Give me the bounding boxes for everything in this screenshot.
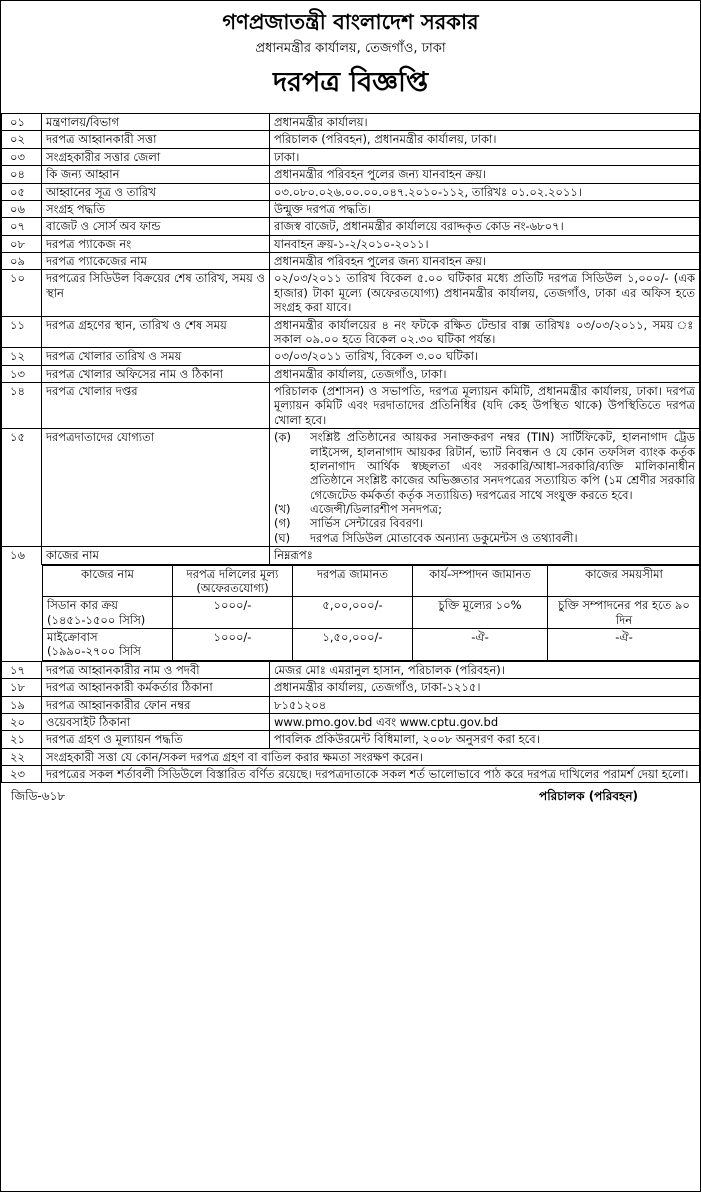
item-key: (গ) [274,516,291,531]
signatory: পরিচালক (পরিবহন) [539,789,638,804]
qualification-item [274,430,695,502]
row-number: ২২ [2,748,42,765]
row-value: মেজর মোঃ এমরানুল হাসান, পরিচালক (পরিবহন)। [270,661,700,678]
row-label: ওয়েবসাইট ঠিকানা [42,713,270,730]
row-label: দরপত্র খোলার দপ্তর [42,383,270,429]
table-row [2,316,700,348]
row-value: www.pmo.gov.bd এবং www.cptu.gov.bd [270,713,700,730]
row-number: ০৮ [2,235,42,252]
row-label: আহ্বানের সূত্র ও তারিখ [42,183,270,200]
row-value: পরিচালক (প্রশাসন) ও সভাপতি, দরপত্র মূল্যায়ন কমিটি, প্রধানমন্ত্রীর কার্যালয়, ঢাকা। দরপত্র মূল্যায়ন কমিটি এবং দরদাতাদের প্রতিনিধির (যদি কেহ উপস্থিত থাকে) উপস্থিতিতে দরপত্র খোলা হবে। [270,383,700,429]
row-number: ২১ [2,731,42,748]
table-row [2,270,700,316]
row-label: দরপত্র প্যাকেজ নং [42,235,270,252]
row-number: ১৭ [2,661,42,678]
performance-security: -ঐ- [413,629,548,661]
row-value: উন্মুক্ত দরপত্র পদ্ধতি। [270,200,700,217]
row-label: দরপত্র আহ্বানকারী সত্তা [42,131,270,148]
qualification-item [274,516,695,530]
work-name: মাইক্রোবাস (১৯৯০-২৭০০ সিসি [43,629,173,661]
row-number: ০৫ [2,183,42,200]
works-header: দরপত্র দলিলের মূল্য (অফেরতযোগ্য) [173,565,293,597]
row-label: দরপত্রের সিডিউল বিক্রয়ের শেষ তারিখ, সময় ও স্থান [42,270,270,316]
row-number: ১৯ [2,696,42,713]
table-row [2,131,700,148]
row-value: যানবাহন ক্রয়-১-২/২০১০-২০১১। [270,235,700,252]
table-row [2,348,700,365]
qualification-item [274,502,695,516]
row-label: দরপত্র আহ্বানকারীর ফোন নম্বর [42,696,270,713]
works-header: দরপত্র জামানত [293,565,413,597]
performance-security: চুক্তি মূল্যের ১০% [413,597,548,629]
item-text: সার্ভিস সেন্টারের বিবরণ। [310,516,424,531]
table-row [2,183,700,200]
row-number: ১৮ [2,679,42,696]
row-label: মন্ত্রণালয়/বিভাগ [42,114,270,131]
note-text: সংগ্রহকারী সত্তা যে কোন/সকল দরপত্র গ্রহণ বা বাতিল করার ক্ষমতা সংরক্ষণ করেন। [42,748,700,765]
table-row [2,661,700,678]
note-text: দরপত্রের সকল শর্তাবলী সিডিউলে বিস্তারিত বর্ণিত রয়েছে। দরপত্রদাতাকে সকল শর্ত ভালোভাবে পাঠ করে দরপত্র দাখিলের পরামর্শ দেয়া হলো। [42,766,700,783]
table-row [2,731,700,748]
row-label: সংগ্রহকারীর সত্তার জেলা [42,148,270,165]
row-label: দরপত্র গ্রহণের স্থান, তারিখ ও শেষ সময় [42,316,270,348]
row-number: ১৫ [2,429,42,547]
qualification-item [274,531,695,545]
notice-code: জিডি-৬১৮ [11,789,66,804]
item-key: (ঘ) [274,530,291,545]
header [1,1,700,113]
row-number: ১১ [2,316,42,348]
government-name: গণপ্রজাতন্ত্রী বাংলাদেশ সরকার [222,10,479,34]
item-key: (ক) [274,430,292,445]
row-number: ০৭ [2,218,42,235]
tender-security: ১,৫০,০০০/- [293,629,413,661]
row-number: ০২ [2,131,42,148]
works-table [42,565,700,661]
table-row [2,679,700,696]
table-row [2,429,700,547]
row-number: ১২ [2,348,42,365]
row-value: প্রধানমন্ত্রীর পরিবহন পুলের জন্য যানবাহন ক্রয়। [270,166,700,183]
note-row [2,748,700,765]
row-value: প্রধানমন্ত্রীর কার্যালয়, তেজগাঁও, ঢাকা-১২১৫। [270,679,700,696]
table-row [2,713,700,730]
time-limit: চুক্তি সম্পাদনের পর হতে ৯০ দিন [548,597,700,629]
item-text: এজেন্সী/ডিলারশীপ সনদপত্র; [310,502,443,516]
row-value: প্রধানমন্ত্রীর পরিবহন পুলের জন্য যানবাহন ক্রয়। [270,253,700,270]
table-row [2,200,700,217]
item-text: দরপত্র সিডিউল মোতাবেক অন্যান্য ডকুমেন্টস ও তথ্যাবলী। [310,530,578,545]
tender-table [1,113,700,783]
works-header: কাজের নাম [43,565,173,597]
row-label: বাজেট ও সোর্স অব ফান্ড [42,218,270,235]
works-row [43,629,700,661]
row-number: ২৩ [2,766,42,783]
works-header-row [43,565,700,597]
works-header: কাজের সময়সীমা [548,565,700,597]
row-value: প্রধানমন্ত্রীর কার্যালয়, তেজগাঁও, ঢাকা। [270,365,700,382]
row-label: দরপত্র খোলার তারিখ ও সময় [42,348,270,365]
row-label: কি জন্য আহ্বান [42,166,270,183]
footer [1,783,700,804]
row-label: দরপত্রদাতাদের যোগ্যতা [42,429,270,547]
table-row [2,148,700,165]
document-price: ১০০০/- [173,629,293,661]
row-number: ০৪ [2,166,42,183]
row-value: পরিচালক (পরিবহন), প্রধানমন্ত্রীর কার্যালয়, ঢাকা। [270,131,700,148]
row-number: ০১ [2,114,42,131]
document-price: ১০০০/- [173,597,293,629]
row-value: ৮১৫১২০৪ [270,696,700,713]
row-value: প্রধানমন্ত্রীর কার্যালয়ের ৪ নং ফটকে রক্ষিত টেন্ডার বাক্স তারিখঃ ০৩/০৩/২০১১, সময় ঃ সকাল ০৯.০০ হতে বিকেল ০২.৩০ ঘটিকা পর্যন্ত। [270,316,700,348]
item-text: সংশ্লিষ্ট প্রতিষ্ঠানের আয়কর সনাক্তকরণ নম্বর (TIN) সার্টিফিকেট, হালনাগাদ ট্রেড লাইসেন্স, হালনাগাদ আয়কর রিটার্ন, ভ্যাট নিবন্ধন ও যে কোন তফসিল ব্যাংক কর্তৃক হালনাগাদ আর্থিক স্বচ্ছলতা এবং সরকারি/আধা-সরকারি/ব্যক্তি মালিকানাধীন প্রতিষ্ঠানে সংশ্লিষ্ট কাজের অভিজ্ঞতার সনদপত্রের সত্যায়িত কপি (১ম শ্রেণীর সরকারি গেজেটেড কর্মকর্তা কর্তৃক সত্যায়িত) দরপত্রের সাথে সংযুক্ত করতে হবে। [310,430,695,502]
row-number: ০৯ [2,253,42,270]
table-row [2,166,700,183]
row-label: কাজের নাম [42,547,270,564]
item-key: (খ) [274,502,291,516]
table-row [2,696,700,713]
row-number: ০৬ [2,200,42,217]
row-value: পাবলিক প্রকিউরমেন্ট বিধিমালা, ২০০৮ অনুসরণ করা হবে। [270,731,700,748]
time-limit: -ঐ- [548,629,700,661]
row-value: ০৩/০৩/২০১১ তারিখ, বিকেল ৩.০০ ঘটিকা। [270,348,700,365]
row-label: দরপত্র আহ্বানকারী কর্মকর্তার ঠিকানা [42,679,270,696]
office-address: প্রধানমন্ত্রীর কার্যালয়, তেজগাঁও, ঢাকা [255,41,446,56]
row-number: ১৩ [2,365,42,382]
table-row [2,235,700,252]
work-name: সিডান কার ক্রয় (১৪৫১-১৫০০ সিসি) [43,597,173,629]
qualification-list [270,429,700,547]
row-value: ঢাকা। [270,148,700,165]
row-value: প্রধানমন্ত্রীর কার্যালয়। [270,114,700,131]
works-row [43,597,700,629]
row-number: ২০ [2,713,42,730]
table-row [2,365,700,382]
row-label: দরপত্র প্যাকেজের নাম [42,253,270,270]
table-row [2,114,700,131]
row-value: রাজস্ব বাজেট, প্রধানমন্ত্রীর কার্যালয়ে বরাদ্দকৃত কোড নং-৬৮০৭। [270,218,700,235]
table-row [2,547,700,564]
works-header: কার্য-সম্পাদন জামানত [413,565,548,597]
row-label: দরপত্র গ্রহণ ও মূল্যায়ন পদ্ধতি [42,731,270,748]
table-row [2,218,700,235]
row-number: ১৪ [2,383,42,429]
works-cell [2,564,700,661]
row-number: ১৬ [2,547,42,564]
row-number: ০৩ [2,148,42,165]
row-label: সংগ্রহ পদ্ধতি [42,200,270,217]
row-value: ০২/০৩/২০১১ তারিখ বিকেল ৫.০০ ঘটিকার মধ্যে প্রতিটি দরপত্র সিডিউল ১,০০০/- (এক হাজার) টাকা মূল্যে (অফেরতযোগ্য) প্রধানমন্ত্রীর কার্যালয়, তেজগাঁও, ঢাকা এর অফিস হতে সংগ্রহ করা যাবে। [270,270,700,316]
notice-title: দরপত্র বিজ্ঞপ্তি [272,67,429,98]
row-value: ০৩.০৮০.০২৬.০০.০০.০৪৭.২০১০-১১২, তারিখঃ ০১.০২.২০১১। [270,183,700,200]
row-value: নিম্নরূপঃ [270,547,700,564]
row-label: দরপত্র খোলার অফিসের নাম ও ঠিকানা [42,365,270,382]
table-row [2,253,700,270]
table-row [2,383,700,429]
tender-security: ৫,০০,০০০/- [293,597,413,629]
row-label: দরপত্র আহ্বানকারীর নাম ও পদবী [42,661,270,678]
note-row [2,766,700,783]
row-number: ১০ [2,270,42,316]
works-table-row [2,564,700,661]
